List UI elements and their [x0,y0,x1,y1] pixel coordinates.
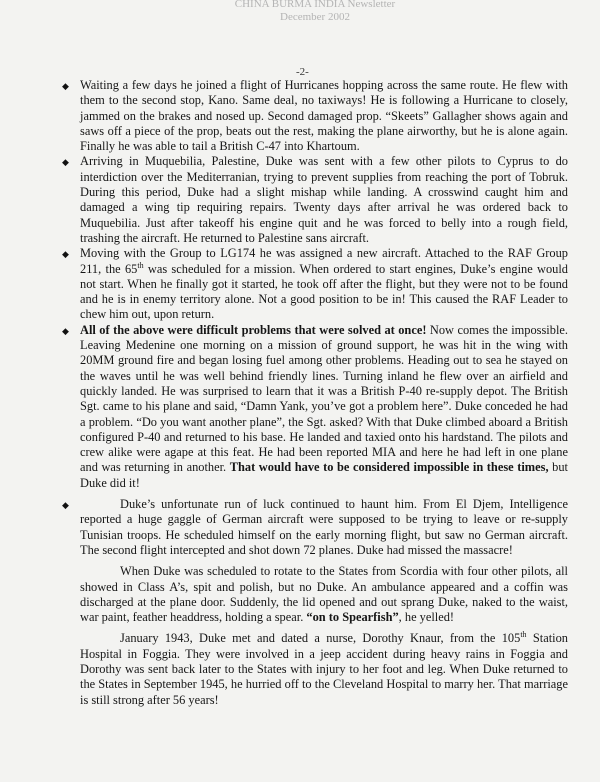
bullet-item-lg174 [62,246,568,322]
bleed-through-header: CHINA BURMA INDIA Newsletter December 2002 [234,0,396,23]
bold-tail: That would have to be considered impossible in these times, [229,460,549,475]
superscript: th [520,630,527,640]
text-run: , he yelled! [398,610,455,625]
text-run: When Duke was scheduled to rotate to the States from Scordia with four other pilots, all showed in Class A’s, spit and polish, but no Duke. An ambulance appeared and a coffin was discharged at the plane door. Suddenly, the lid opened and out sprang Duke, naked to the waist, war paint, feather headdress, holding a spear. [80,564,568,625]
paragraph: Arriving in Muquebilia, Palestine, Duke was sent with a few other pilots to Cyprus to do interdiction over the Mediterranian, trying to prevent supplies from reaching the port of Tobruk. During this period, Duke had a slight mishap while landing. A crosswind caught him and damaged a wing tip requiring repairs. Twenty days after arrival he was ordered back to Muquebilia. Just after takeoff his engine quit and he was forced to belly into a rough field, trashing the aircraft. He returned to Palestine sans aircraft. [80,154,568,245]
diamond-bullet-icon: ◆ [62,325,69,336]
paragraph: Duke’s unfortunate run of luck continued to haunt him. From El Djem, Intelligence reported a huge gaggle of German aircraft were supposed to be trying to leave or re-supply Tunisian troops. He scheduled himself on the early morning flight, but saw no German aircraft. The second flight intercepted and shot down 72 planes. Duke had missed the massacre! [80,497,568,557]
diamond-bullet-icon: ◆ [62,249,69,260]
text-run: was scheduled for a mission. When ordered to start engines, Duke’s engine would not start. When he finally got it started, he took off after the flight, but they were not to be found and he is in enemy territory alone. Not a good position to be in! This caused the RAF Leader to chew him out, upon return. [80,261,568,322]
paragraph-coffin [80,564,568,625]
bullet-item-palestine [62,154,568,246]
superscript: th [137,260,144,270]
bold-lead: All of the above were difficult problems that were solved at once! [80,322,427,337]
diamond-bullet-icon: ◆ [62,500,69,511]
diamond-bullet-icon: ◆ [62,81,69,91]
paragraph [80,323,568,491]
diamond-bullet-icon: ◆ [62,157,69,168]
bullet-item-el-djem [62,497,568,558]
bullet-item-hurricanes [62,78,568,154]
paragraph-nurse [80,631,568,707]
text-run: Now comes the impossible. Leaving Medenine one morning on a mission of ground support, he was hit in the wing with 20MM ground fire and began losing fuel among other problems. Heading out to sea he stayed on the waves until he was well behind friendly lines. Turning inland he flew over an airfield and quickly landed. He was surprised to learn that it was a British P-40 re-supply depot. The British Sgt. came to his plane and said, “Damn Yank, you’ve got a problem here”. Duke conceded he had a problem. “Do you want another plane”, the Sgt. asked? With that Duke climbed aboard a British configured P-40 and returned to his base. He landed and taxied onto his hardstand. The pilots and crew alike were agape at this feat. He had been reported MIA and here he had left in one plane and was returning in another. [80,322,568,475]
text-run: Station Hospital in Foggia. They were involved in a jeep accident during heavy rains in Foggia and Dorothy was sent back later to the States with injury to her foot and leg. When Duke returned to the States in September 1945, he hurried off to the Cleveland Hospital to marry her. That marriage is still strong after 56 years! [80,631,568,707]
bullet-item-impossible [62,322,568,491]
page-number: -2- [296,66,309,78]
bold-quote: “on to Spearfish” [306,610,399,625]
paragraph: Waiting a few days he joined a flight of Hurricanes hopping across the same route. He flew with them to the second stop, Kano. Same deal, no taxiways! He is following a Hurricane to closely, jammed on the brakes and nosed up. Second damaged prop. “Skeets” Gallagher shows again and saws off a piece of the prop, beats out the rest, making the plane airworthy, but he is alone again. Finally he was able to tail a British C-47 into Khartoum. [80,78,568,154]
text-run: January 1943, Duke met and dated a nurse, Dorothy Knaur, from the 105 [120,631,521,646]
text-run: Moving with the Group to LG174 he was assigned a new aircraft. Attached to the RAF Group 211, the 65 [80,246,568,276]
text-run: but Duke did it! [80,460,568,490]
paragraph [80,246,568,322]
document-body [62,78,568,708]
